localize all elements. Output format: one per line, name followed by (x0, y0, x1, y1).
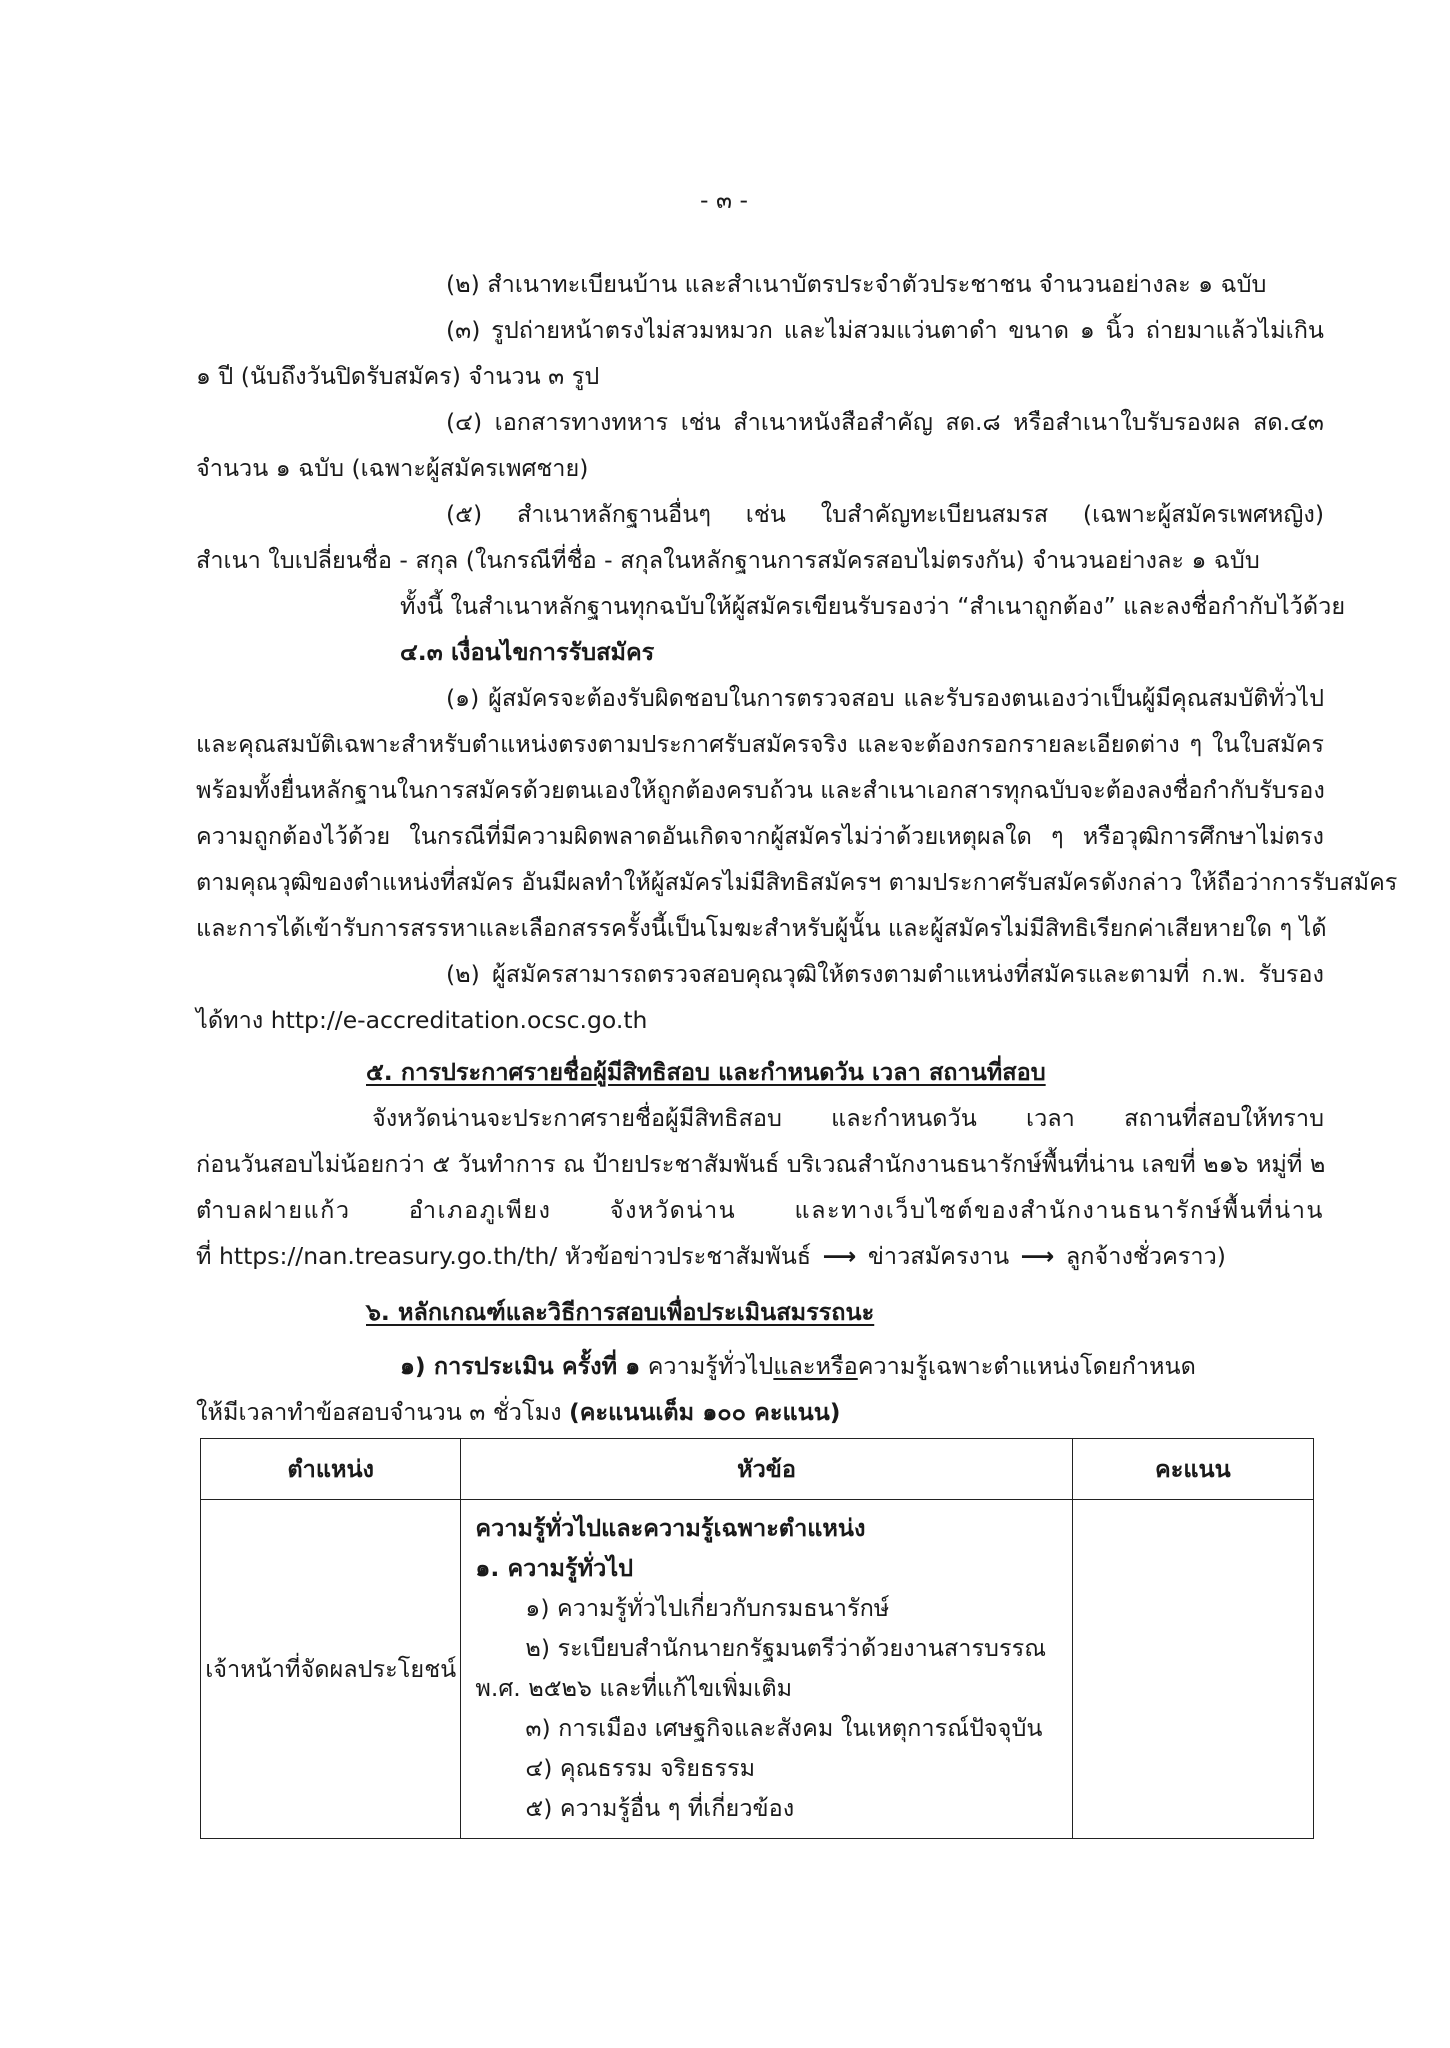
table-header: ตำแหน่ง (201, 1439, 461, 1500)
doc-line: สำเนา ใบเปลี่ยนชื่อ - สกุล (ในกรณีที่ชื่อ - สกุลในหลักฐานการสมัครสอบไม่ตรงกัน) จำนวนอย่างละ ๑ ฉบับ (196, 546, 1260, 574)
doc-line: ก่อนวันสอบไม่น้อยกว่า ๕ วันทำการ ณ ป้ายประชาสัมพันธ์ บริเวณสำนักงานธนารักษ์พื้นที่น่าน เลขที่ ๒๑๖ หมู่ที่ ๒ (196, 1150, 1326, 1178)
section-heading-6: ๖. หลักเกณฑ์และวิธีการสอบเพื่อประเมินสมรรถนะ (366, 1298, 875, 1326)
topic-item: ๕) ความรู้อื่น ๆ ที่เกี่ยวข้อง (525, 1794, 795, 1822)
doc-line: (๒) สำเนาทะเบียนบ้าน และสำเนาบัตรประจำตัวประชาชน จำนวนอย่างละ ๑ ฉบับ (446, 270, 1267, 298)
doc-line: (๕) สำเนาหลักฐานอื่นๆ เช่น ใบสำคัญทะเบียนสมรส (เฉพาะผู้สมัครเพศหญิง) (446, 500, 1324, 528)
page-number: - ๓ - (700, 186, 748, 214)
topic-title: ความรู้ทั่วไปและความรู้เฉพาะตำแหน่ง (475, 1514, 866, 1542)
doc-line: ๑ ปี (นับถึงวันปิดรับสมัคร) จำนวน ๓ รูป (196, 362, 600, 390)
doc-line: (๒) ผู้สมัครสามารถตรวจสอบคุณวุฒิให้ตรงตามตำแหน่งที่สมัครและตามที่ ก.พ. รับรอง (446, 960, 1324, 988)
topic-item: ๑) ความรู้ทั่วไปเกี่ยวกับกรมธนารักษ์ (525, 1594, 890, 1622)
section-heading-4-3: ๔.๓ เงื่อนไขการรับสมัคร (400, 638, 655, 666)
position-cell: เจ้าหน้าที่จัดผลประโยชน์ (201, 1500, 461, 1839)
doc-line: จำนวน ๑ ฉบับ (เฉพาะผู้สมัครเพศชาย) (196, 454, 589, 482)
doc-line (196, 1392, 841, 1432)
doc-line: (๔) เอกสารทางทหาร เช่น สำเนาหนังสือสำคัญ สด.๘ หรือสำเนาใบรับรองผล สด.๔๓ (446, 408, 1324, 436)
doc-text: ความรู้ทั่วไป (640, 1352, 774, 1380)
doc-line: ทั้งนี้ ในสำเนาหลักฐานทุกฉบับให้ผู้สมัครเขียนรับรองว่า “สำเนาถูกต้อง” และลงชื่อกำกับไว้ด้วย (400, 592, 1346, 620)
topic-item: ๓) การเมือง เศษฐกิจและสังคม ในเหตุการณ์ปัจจุบัน (525, 1714, 1043, 1742)
table-header: คะแนน (1072, 1439, 1313, 1500)
doc-line: และการได้เข้ารับการสรรหาและเลือกสรรครั้งนี้เป็นโมฆะสำหรับผู้นั้น และผู้สมัครไม่มีสิทธิเรียกค่าเสียหายใด ๆ ได้ (196, 914, 1327, 942)
evaluation-table (200, 1438, 1314, 1839)
topic-item: ๔) คุณธรรม จริยธรรม (525, 1754, 756, 1782)
doc-text: ที่ https://nan.treasury.go.th/th/ หัวข้อข่าวประชาสัมพันธ์ (196, 1242, 812, 1270)
doc-line: จังหวัดน่านจะประกาศรายชื่อผู้มีสิทธิสอบ และกำหนดวัน เวลา สถานที่สอบให้ทราบ (372, 1104, 1324, 1132)
topic-subtitle: ๑. ความรู้ทั่วไป (475, 1554, 634, 1582)
table-header-row (201, 1439, 1314, 1500)
doc-text: ลูกจ้างชั่วคราว) (1065, 1242, 1226, 1270)
doc-text: ข่าวสมัครงาน (867, 1242, 1010, 1270)
doc-text: และหรือ (773, 1352, 858, 1380)
doc-text: ให้มีเวลาทำข้อสอบจำนวน ๓ ชั่วโมง (196, 1398, 570, 1426)
arrow-right-icon: ⟶ (1020, 1242, 1055, 1270)
doc-line (196, 1236, 1226, 1276)
topic-cell (461, 1500, 1072, 1839)
doc-line: ตำบลฝายแก้ว อำเภอภูเพียง จังหวัดน่าน และทางเว็บไซต์ของสำนักงานธนารักษ์พื้นที่น่าน (196, 1196, 1324, 1224)
arrow-right-icon: ⟶ (822, 1242, 857, 1270)
doc-text: ๑) การประเมิน ครั้งที่ ๑ (400, 1352, 641, 1380)
doc-line (400, 1346, 1196, 1386)
score-cell (1072, 1500, 1313, 1839)
section-heading-5: ๕. การประกาศรายชื่อผู้มีสิทธิสอบ และกำหนดวัน เวลา สถานที่สอบ (366, 1058, 1046, 1086)
topic-item: พ.ศ. ๒๕๒๖ และที่แก้ไขเพิ่มเติม (475, 1674, 793, 1702)
doc-line: ตามคุณวุฒิของตำแหน่งที่สมัคร อันมีผลทำให้ผู้สมัครไม่มีสิทธิสมัครฯ ตามประกาศรับสมัครดังกล่าว ให้ถือว่าการรับสมัคร (196, 868, 1398, 896)
topic-item: ๒) ระเบียบสำนักนายกรัฐมนตรีว่าด้วยงานสารบรรณ (525, 1634, 1047, 1662)
doc-text: (คะแนนเต็ม ๑๐๐ คะแนน) (569, 1398, 841, 1426)
table-header: หัวข้อ (461, 1439, 1072, 1500)
doc-line: ได้ทาง http://e-accreditation.ocsc.go.th (196, 1006, 648, 1034)
doc-line: ความถูกต้องไว้ด้วย ในกรณีที่มีความผิดพลาดอันเกิดจากผู้สมัครไม่ว่าด้วยเหตุผลใด ๆ หรือวุฒิการศึกษาไม่ตรง (196, 822, 1324, 850)
table-row (201, 1500, 1314, 1839)
doc-line: พร้อมทั้งยื่นหลักฐานในการสมัครด้วยตนเองให้ถูกต้องครบถ้วน และสำเนาเอกสารทุกฉบับจะต้องลงชื่อกำกับรับรอง (196, 776, 1325, 804)
doc-text: ความรู้เฉพาะตำแหน่งโดยกำหนด (857, 1352, 1196, 1380)
doc-line: และคุณสมบัติเฉพาะสำหรับตำแหน่งตรงตามประกาศรับสมัครจริง และจะต้องกรอกรายละเอียดต่าง ๆ ในใบสมัคร (196, 730, 1324, 758)
doc-line: (๓) รูปถ่ายหน้าตรงไม่สวมหมวก และไม่สวมแว่นตาดำ ขนาด ๑ นิ้ว ถ่ายมาแล้วไม่เกิน (446, 316, 1324, 344)
doc-line: (๑) ผู้สมัครจะต้องรับผิดชอบในการตรวจสอบ และรับรองตนเองว่าเป็นผู้มีคุณสมบัติทั่วไป (446, 684, 1324, 712)
